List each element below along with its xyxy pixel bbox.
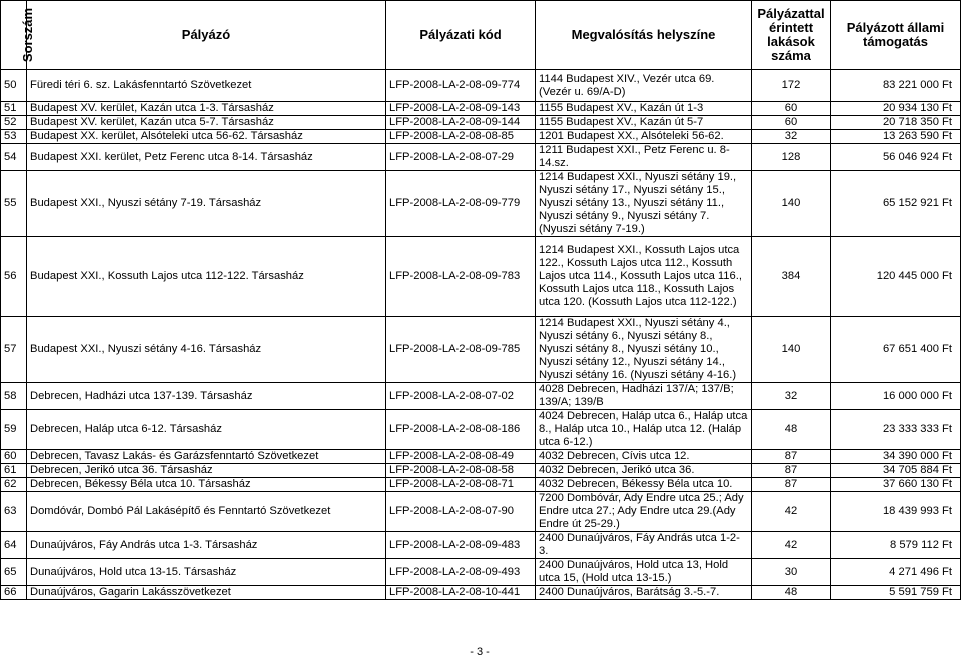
applicant-name: Dunaújváros, Fáy András utca 1-3. Társasház <box>27 532 386 559</box>
subsidy-amount: 65 152 921 Ft <box>831 171 961 237</box>
units-count: 128 <box>752 144 831 171</box>
location: 4032 Debrecen, Cívis utca 12. <box>536 450 752 464</box>
applicant-name: Budapest XXI., Kossuth Lajos utca 112-122. Társasház <box>27 237 386 317</box>
row-number: 54 <box>1 144 27 171</box>
units-count: 32 <box>752 130 831 144</box>
table-row <box>1 410 961 450</box>
units-count: 60 <box>752 116 831 130</box>
location: 4032 Debrecen, Jerikó utca 36. <box>536 464 752 478</box>
applicant-name: Debrecen, Tavasz Lakás- és Garázsfenntartó Szövetkezet <box>27 450 386 464</box>
header-sorszam: Sorszám <box>1 1 27 70</box>
row-number: 65 <box>1 559 27 586</box>
subsidy-amount: 120 445 000 Ft <box>831 237 961 317</box>
applicant-name: Debrecen, Jerikó utca 36. Társasház <box>27 464 386 478</box>
table-row <box>1 130 961 144</box>
applicant-name: Budapest XXI., Nyuszi sétány 7-19. Társasház <box>27 171 386 237</box>
location: 4032 Debrecen, Békessy Béla utca 10. <box>536 478 752 492</box>
location: 2400 Dunaújváros, Hold utca 13, Hold utca 15, (Hold utca 13-15.) <box>536 559 752 586</box>
location: 1144 Budapest XIV., Vezér utca 69. (Vezér u. 69/A-D) <box>536 70 752 102</box>
application-code: LFP-2008-LA-2-08-08-49 <box>386 450 536 464</box>
application-code: LFP-2008-LA-2-08-09-483 <box>386 532 536 559</box>
units-count: 172 <box>752 70 831 102</box>
row-number: 53 <box>1 130 27 144</box>
subsidy-amount: 37 660 130 Ft <box>831 478 961 492</box>
subsidy-amount: 8 579 112 Ft <box>831 532 961 559</box>
location: 4028 Debrecen, Hadházi 137/A; 137/B; 139/A; 139/B <box>536 383 752 410</box>
units-count: 87 <box>752 450 831 464</box>
application-code: LFP-2008-LA-2-08-07-02 <box>386 383 536 410</box>
subsidy-amount: 83 221 000 Ft <box>831 70 961 102</box>
header-row <box>1 1 961 70</box>
subsidy-amount: 18 439 993 Ft <box>831 492 961 532</box>
row-number: 59 <box>1 410 27 450</box>
table-row <box>1 492 961 532</box>
subsidy-amount: 56 046 924 Ft <box>831 144 961 171</box>
applicant-name: Dunaújváros, Hold utca 13-15. Társasház <box>27 559 386 586</box>
applicant-name: Budapest XXI., Nyuszi sétány 4-16. Társasház <box>27 317 386 383</box>
units-count: 60 <box>752 102 831 116</box>
application-code: LFP-2008-LA-2-08-09-493 <box>386 559 536 586</box>
location: 1155 Budapest XV., Kazán út 1-3 <box>536 102 752 116</box>
units-count: 384 <box>752 237 831 317</box>
subsidy-amount: 13 263 590 Ft <box>831 130 961 144</box>
units-count: 140 <box>752 171 831 237</box>
application-code: LFP-2008-LA-2-08-08-71 <box>386 478 536 492</box>
row-number: 55 <box>1 171 27 237</box>
units-count: 42 <box>752 492 831 532</box>
table-row <box>1 450 961 464</box>
subsidy-amount: 20 934 130 Ft <box>831 102 961 116</box>
units-count: 30 <box>752 559 831 586</box>
page-number: - 3 - <box>470 646 490 658</box>
applicant-name: Debrecen, Haláp utca 6-12. Társasház <box>27 410 386 450</box>
table-row <box>1 144 961 171</box>
subsidy-amount: 4 271 496 Ft <box>831 559 961 586</box>
application-code: LFP-2008-LA-2-08-09-144 <box>386 116 536 130</box>
subsidy-amount: 5 591 759 Ft <box>831 586 961 600</box>
applicant-name: Füredi téri 6. sz. Lakásfenntartó Szövetkezet <box>27 70 386 102</box>
row-number: 56 <box>1 237 27 317</box>
applicant-name: Budapest XXI. kerület, Petz Ferenc utca 8-14. Társasház <box>27 144 386 171</box>
table-row <box>1 70 961 102</box>
location: 1211 Budapest XXI., Petz Ferenc u. 8-14.sz. <box>536 144 752 171</box>
table-row <box>1 237 961 317</box>
units-count: 42 <box>752 532 831 559</box>
row-number: 62 <box>1 478 27 492</box>
header-palyazo: Pályázó <box>27 1 386 70</box>
subsidy-amount: 20 718 350 Ft <box>831 116 961 130</box>
row-number: 60 <box>1 450 27 464</box>
subsidy-amount: 67 651 400 Ft <box>831 317 961 383</box>
applicant-name: Dunaújváros, Gagarin Lakásszövetkezet <box>27 586 386 600</box>
application-code: LFP-2008-LA-2-08-09-774 <box>386 70 536 102</box>
subsidy-amount: 16 000 000 Ft <box>831 383 961 410</box>
units-count: 48 <box>752 586 831 600</box>
location: 2400 Dunaújváros, Fáy András utca 1-2-3. <box>536 532 752 559</box>
applicant-name: Budapest XV. kerület, Kazán utca 5-7. Társasház <box>27 116 386 130</box>
application-code: LFP-2008-LA-2-08-07-90 <box>386 492 536 532</box>
row-number: 52 <box>1 116 27 130</box>
row-number: 66 <box>1 586 27 600</box>
table-row <box>1 478 961 492</box>
location: 1201 Budapest XX., Alsóteleki 56-62. <box>536 130 752 144</box>
table-row <box>1 532 961 559</box>
applicant-name: Budapest XV. kerület, Kazán utca 1-3. Társasház <box>27 102 386 116</box>
applicant-name: Budapest XX. kerület, Alsóteleki utca 56-62. Társasház <box>27 130 386 144</box>
table-row <box>1 171 961 237</box>
header-kod: Pályázati kód <box>386 1 536 70</box>
units-count: 87 <box>752 464 831 478</box>
units-count: 48 <box>752 410 831 450</box>
location: 1214 Budapest XXI., Kossuth Lajos utca 122., Kossuth Lajos utca 112., Kossuth Lajos utca 114., Kossuth Lajos utca 116., Kossuth Lajos utca 118., Kossuth Lajos utca 120. (Kossuth Lajos utca 112-122.) <box>536 237 752 317</box>
subsidy-amount: 34 390 000 Ft <box>831 450 961 464</box>
row-number: 63 <box>1 492 27 532</box>
table-row <box>1 586 961 600</box>
table-row <box>1 383 961 410</box>
row-number: 50 <box>1 70 27 102</box>
application-code: LFP-2008-LA-2-08-08-186 <box>386 410 536 450</box>
application-code: LFP-2008-LA-2-08-10-441 <box>386 586 536 600</box>
location: 2400 Dunaújváros, Barátság 3.-5.-7. <box>536 586 752 600</box>
applicant-name: Debrecen, Békessy Béla utca 10. Társasház <box>27 478 386 492</box>
row-number: 64 <box>1 532 27 559</box>
applicant-name: Domdóvár, Dombó Pál Lakásépítő és Fenntartó Szövetkezet <box>27 492 386 532</box>
subsidy-amount: 34 705 884 Ft <box>831 464 961 478</box>
table-row <box>1 559 961 586</box>
location: 1214 Budapest XXI., Nyuszi sétány 19., Nyuszi sétány 17., Nyuszi sétány 15., Nyuszi sétány 13., Nyuszi sétány 11., Nyuszi sétány 9., Nyuszi sétány 7. (Nyuszi sétány 7-19.) <box>536 171 752 237</box>
table-row <box>1 464 961 478</box>
table-row <box>1 116 961 130</box>
units-count: 32 <box>752 383 831 410</box>
row-number: 51 <box>1 102 27 116</box>
units-count: 140 <box>752 317 831 383</box>
location: 1214 Budapest XXI., Nyuszi sétány 4., Nyuszi sétány 6., Nyuszi sétány 8., Nyuszi sétány 8., Nyuszi sétány 10., Nyuszi sétány 12., Nyuszi sétány 14., Nyuszi sétány 16. (Nyuszi sétány 4-16.) <box>536 317 752 383</box>
application-code: LFP-2008-LA-2-08-09-785 <box>386 317 536 383</box>
application-code: LFP-2008-LA-2-08-09-783 <box>386 237 536 317</box>
units-count: 87 <box>752 478 831 492</box>
row-number: 61 <box>1 464 27 478</box>
application-code: LFP-2008-LA-2-08-09-779 <box>386 171 536 237</box>
application-code: LFP-2008-LA-2-08-07-29 <box>386 144 536 171</box>
application-code: LFP-2008-LA-2-08-08-58 <box>386 464 536 478</box>
header-tamogatas: Pályázott állami támogatás <box>831 1 961 70</box>
header-helyszin: Megvalósítás helyszíne <box>536 1 752 70</box>
application-code: LFP-2008-LA-2-08-09-143 <box>386 102 536 116</box>
header-lakasok: Pályázattal érintett lakások száma <box>752 1 831 70</box>
table-row <box>1 102 961 116</box>
subsidy-amount: 23 333 333 Ft <box>831 410 961 450</box>
applicant-name: Debrecen, Hadházi utca 137-139. Társasház <box>27 383 386 410</box>
location: 7200 Dombóvár, Ady Endre utca 25.; Ady Endre utca 27.; Ady Endre utca 29.(Ady Endre út 25-29.) <box>536 492 752 532</box>
table-row <box>1 317 961 383</box>
row-number: 57 <box>1 317 27 383</box>
row-number: 58 <box>1 383 27 410</box>
application-code: LFP-2008-LA-2-08-08-85 <box>386 130 536 144</box>
location: 1155 Budapest XV., Kazán út 5-7 <box>536 116 752 130</box>
location: 4024 Debrecen, Haláp utca 6., Haláp utca 8., Haláp utca 10., Haláp utca 12. (Haláp utca 6-12.) <box>536 410 752 450</box>
